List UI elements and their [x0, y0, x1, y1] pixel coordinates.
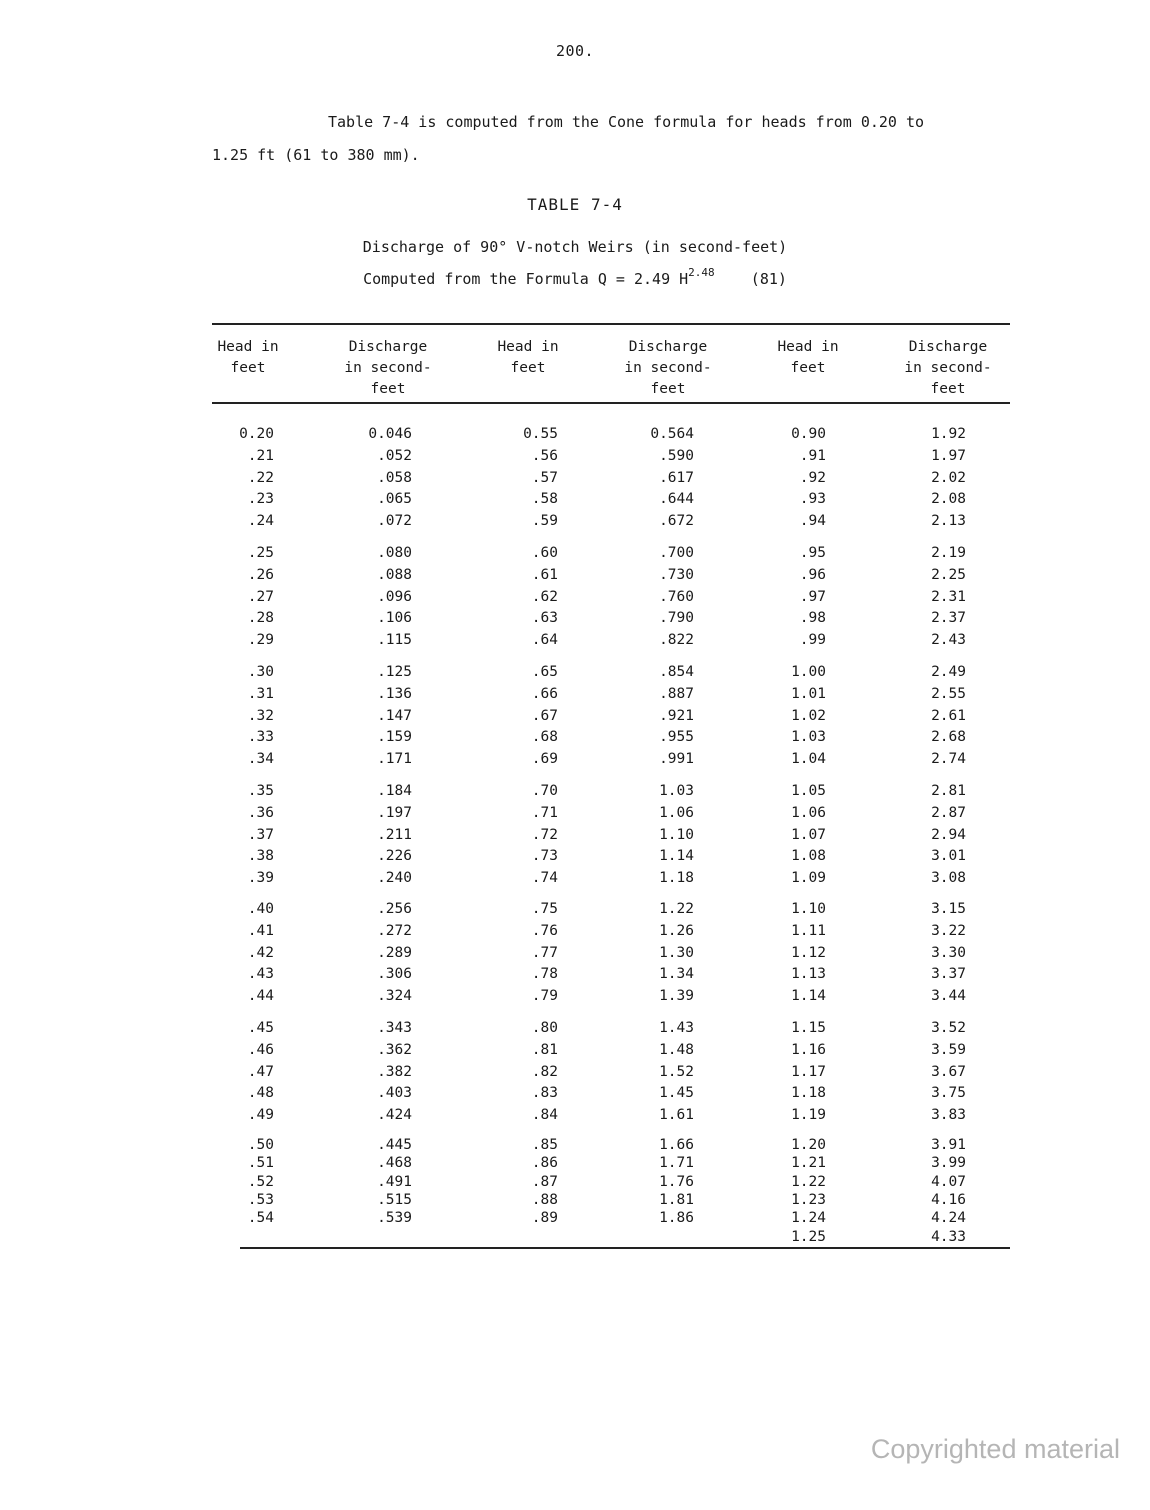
formula-exponent: 2.48 — [688, 266, 715, 279]
table-cell: .56 — [531, 447, 558, 464]
formula-text: Computed from the Formula Q = 2.49 H — [363, 270, 689, 288]
table-cell: .065 — [377, 491, 412, 508]
table-cell: .63 — [531, 610, 558, 627]
table-cell: .96 — [799, 566, 826, 583]
table-cell: 2.87 — [931, 804, 966, 821]
table-cell: 1.18 — [791, 1085, 826, 1102]
table-cell: 3.30 — [931, 944, 966, 961]
table-cell: .147 — [377, 707, 412, 724]
table-cell: 1.34 — [659, 966, 694, 983]
table-cell: .37 — [247, 826, 274, 843]
table-cell: .41 — [247, 922, 274, 939]
table-cell: 1.92 — [931, 426, 966, 442]
table-cell: .125 — [377, 664, 412, 680]
column-header-line: Discharge — [628, 339, 708, 355]
table-cell: .36 — [247, 804, 274, 821]
table-cell: 1.06 — [659, 804, 694, 821]
table-cell: .77 — [531, 944, 558, 961]
table-cell: .424 — [377, 1107, 412, 1124]
table-cell: .62 — [531, 588, 558, 605]
table-cell: .22 — [247, 469, 274, 486]
table-cell: 3.83 — [931, 1107, 966, 1124]
table-cell: 1.76 — [659, 1173, 694, 1190]
table-cell: .26 — [247, 566, 274, 583]
table-cell: .71 — [531, 804, 558, 821]
column-header — [888, 337, 1008, 400]
table-cell: .35 — [247, 783, 274, 799]
table-cell: 0.046 — [368, 426, 412, 442]
table-cell: .82 — [531, 1063, 558, 1080]
table-cell: .39 — [247, 870, 274, 887]
table-cell: .23 — [247, 491, 274, 508]
column-header-line: feet — [510, 360, 546, 376]
table-cell: .27 — [247, 588, 274, 605]
table-cell: .31 — [247, 685, 274, 702]
table-cell: 1.24 — [791, 1210, 826, 1227]
table-cell: 1.61 — [659, 1107, 694, 1124]
table-cell: 1.20 — [791, 1137, 826, 1153]
table-cell: 1.14 — [659, 848, 694, 865]
table-cell: .058 — [377, 469, 412, 486]
column-header-line: in second- — [344, 360, 432, 376]
table-cell: .76 — [531, 922, 558, 939]
table-cell: 1.21 — [791, 1155, 826, 1172]
table-cell: 1.22 — [791, 1173, 826, 1190]
table-cell: .52 — [247, 1173, 274, 1190]
table-cell: 1.71 — [659, 1155, 694, 1172]
table-cell: .47 — [247, 1063, 274, 1080]
table-cell: .730 — [659, 566, 694, 583]
table-cell: .81 — [531, 1041, 558, 1058]
table-cell: 1.00 — [791, 664, 826, 680]
table-cell: .080 — [377, 545, 412, 561]
table-cell: .24 — [247, 513, 274, 530]
table-cell: 1.08 — [791, 848, 826, 865]
column-header — [328, 337, 448, 400]
table-cell: .99 — [799, 632, 826, 649]
table-cell: 3.91 — [931, 1137, 966, 1153]
table-cell: .93 — [799, 491, 826, 508]
table-cell: .921 — [659, 707, 694, 724]
table-cell: 2.13 — [931, 513, 966, 530]
table-cell: .343 — [377, 1020, 412, 1036]
column-header-line: Discharge — [908, 339, 988, 355]
table-cell: .61 — [531, 566, 558, 583]
column-header — [608, 337, 728, 400]
table-cell: .83 — [531, 1085, 558, 1102]
table-cell: 3.99 — [931, 1155, 966, 1172]
table-cell: 3.75 — [931, 1085, 966, 1102]
table-top-rule — [212, 323, 1010, 325]
table-cell: 1.09 — [791, 870, 826, 887]
table-cell: 4.33 — [931, 1228, 966, 1245]
column-header-line: in second- — [904, 360, 992, 376]
table-cell: .92 — [799, 469, 826, 486]
table-cell: .53 — [247, 1191, 274, 1208]
table-cell: .45 — [247, 1020, 274, 1036]
table-cell: .955 — [659, 729, 694, 746]
table-cell: 1.86 — [659, 1210, 694, 1227]
table-cell: .43 — [247, 966, 274, 983]
table-cell: .088 — [377, 566, 412, 583]
table-cell: 1.30 — [659, 944, 694, 961]
table-cell: 2.49 — [931, 664, 966, 680]
table-cell: .67 — [531, 707, 558, 724]
table-cell: 2.31 — [931, 588, 966, 605]
table-cell: 1.04 — [791, 751, 826, 768]
table-cell: 1.03 — [659, 783, 694, 799]
column-header-line: feet — [650, 381, 686, 397]
table-cell: .85 — [531, 1137, 558, 1153]
table-cell: 2.68 — [931, 729, 966, 746]
table-cell: 1.13 — [791, 966, 826, 983]
page-number: 200. — [555, 42, 595, 60]
column-header — [748, 337, 868, 379]
table-cell: .159 — [377, 729, 412, 746]
column-header-line: in second- — [624, 360, 712, 376]
column-header-line: Head in — [217, 339, 279, 355]
table-cell: .88 — [531, 1191, 558, 1208]
column-header-line: Head in — [497, 339, 559, 355]
table-cell: 3.08 — [931, 870, 966, 887]
table-cell: 1.26 — [659, 922, 694, 939]
table-cell: 1.52 — [659, 1063, 694, 1080]
table-cell: .515 — [377, 1191, 412, 1208]
table-cell: .136 — [377, 685, 412, 702]
table-cell: .97 — [799, 588, 826, 605]
table-cell: .75 — [531, 901, 558, 917]
table-cell: 1.07 — [791, 826, 826, 843]
formula-number: (81) — [750, 270, 787, 288]
table-cell: .211 — [377, 826, 412, 843]
table-header-rule — [212, 402, 1010, 404]
table-cell: .89 — [531, 1210, 558, 1227]
table-cell: 3.52 — [931, 1020, 966, 1036]
table-cell: 1.19 — [791, 1107, 826, 1124]
table-cell: 1.14 — [791, 988, 826, 1005]
table-bottom-rule — [240, 1247, 1010, 1249]
table-cell: .49 — [247, 1107, 274, 1124]
table-cell: 1.97 — [931, 447, 966, 464]
column-header-line: feet — [790, 360, 826, 376]
table-cell: 1.03 — [791, 729, 826, 746]
table-cell: 2.61 — [931, 707, 966, 724]
table-cell: .28 — [247, 610, 274, 627]
table-cell: 1.43 — [659, 1020, 694, 1036]
table-cell: .86 — [531, 1155, 558, 1172]
table-cell: 2.02 — [931, 469, 966, 486]
table-cell: .052 — [377, 447, 412, 464]
table-cell: .33 — [247, 729, 274, 746]
table-cell: .197 — [377, 804, 412, 821]
table-cell: .32 — [247, 707, 274, 724]
table-cell: .854 — [659, 664, 694, 680]
table-cell: .38 — [247, 848, 274, 865]
table-cell: .790 — [659, 610, 694, 627]
table-cell: 1.45 — [659, 1085, 694, 1102]
table-cell: 1.10 — [791, 901, 826, 917]
table-cell: .672 — [659, 513, 694, 530]
table-cell: 0.90 — [791, 426, 826, 442]
table-cell: .68 — [531, 729, 558, 746]
table-cell: 2.08 — [931, 491, 966, 508]
table-cell: 3.22 — [931, 922, 966, 939]
table-cell: .57 — [531, 469, 558, 486]
table-cell: .72 — [531, 826, 558, 843]
table-cell: .096 — [377, 588, 412, 605]
table-cell: .115 — [377, 632, 412, 649]
table-subtitle-2 — [0, 266, 1150, 288]
table-cell: 1.10 — [659, 826, 694, 843]
column-header-line: feet — [370, 381, 406, 397]
table-cell: 3.59 — [931, 1041, 966, 1058]
table-cell: 1.02 — [791, 707, 826, 724]
table-cell: .445 — [377, 1137, 412, 1153]
table-cell: .240 — [377, 870, 412, 887]
table-cell: .171 — [377, 751, 412, 768]
table-cell: .74 — [531, 870, 558, 887]
table-cell: .98 — [799, 610, 826, 627]
table-cell: .21 — [247, 447, 274, 464]
table-cell: .79 — [531, 988, 558, 1005]
table-cell: 4.24 — [931, 1210, 966, 1227]
table-cell: 3.67 — [931, 1063, 966, 1080]
table-cell: .25 — [247, 545, 274, 561]
table-title: TABLE 7-4 — [527, 195, 623, 214]
table-cell: .617 — [659, 469, 694, 486]
table-cell: .324 — [377, 988, 412, 1005]
table-cell: 1.25 — [791, 1228, 826, 1245]
table-cell: 3.01 — [931, 848, 966, 865]
table-cell: 2.74 — [931, 751, 966, 768]
table-cell: .48 — [247, 1085, 274, 1102]
intro-line-2: 1.25 ft (61 to 380 mm). — [212, 146, 420, 164]
table-cell: .991 — [659, 751, 694, 768]
table-cell: .30 — [247, 664, 274, 680]
table-cell: .468 — [377, 1155, 412, 1172]
intro-paragraph — [212, 106, 1002, 172]
table-cell: .760 — [659, 588, 694, 605]
table-cell: 2.55 — [931, 685, 966, 702]
table-cell: .69 — [531, 751, 558, 768]
table-cell: 2.25 — [931, 566, 966, 583]
table-cell: .822 — [659, 632, 694, 649]
table-cell: .91 — [799, 447, 826, 464]
column-header-line: feet — [930, 381, 966, 397]
table-cell: 0.20 — [239, 426, 274, 442]
table-cell: 1.05 — [791, 783, 826, 799]
table-cell: 0.564 — [650, 426, 694, 442]
table-cell: 2.94 — [931, 826, 966, 843]
table-cell: 1.81 — [659, 1191, 694, 1208]
table-cell: .59 — [531, 513, 558, 530]
table-cell: .78 — [531, 966, 558, 983]
table-cell: 3.37 — [931, 966, 966, 983]
table-cell: .70 — [531, 783, 558, 799]
table-cell: .256 — [377, 901, 412, 917]
table-cell: .306 — [377, 966, 412, 983]
table-cell: .539 — [377, 1210, 412, 1227]
table-cell: .94 — [799, 513, 826, 530]
table-cell: .289 — [377, 944, 412, 961]
table-cell: 3.44 — [931, 988, 966, 1005]
table-cell: .362 — [377, 1041, 412, 1058]
table-cell: .73 — [531, 848, 558, 865]
table-cell: .106 — [377, 610, 412, 627]
table-cell: 4.07 — [931, 1173, 966, 1190]
table-cell: 1.23 — [791, 1191, 826, 1208]
table-cell: 2.43 — [931, 632, 966, 649]
table-cell: .66 — [531, 685, 558, 702]
table-cell: .87 — [531, 1173, 558, 1190]
table-cell: .65 — [531, 664, 558, 680]
table-cell: .58 — [531, 491, 558, 508]
table-cell: 1.11 — [791, 922, 826, 939]
table-cell: 2.81 — [931, 783, 966, 799]
table-cell: .700 — [659, 545, 694, 561]
table-cell: .44 — [247, 988, 274, 1005]
table-cell: 4.16 — [931, 1191, 966, 1208]
column-header-line: feet — [230, 360, 266, 376]
table-cell: .46 — [247, 1041, 274, 1058]
table-cell: .272 — [377, 922, 412, 939]
table-cell: .887 — [659, 685, 694, 702]
table-cell: .42 — [247, 944, 274, 961]
column-header — [468, 337, 588, 379]
table-cell: .50 — [247, 1137, 274, 1153]
column-header-line: Discharge — [348, 339, 428, 355]
table-cell: .590 — [659, 447, 694, 464]
table-cell: .491 — [377, 1173, 412, 1190]
table-cell: 1.48 — [659, 1041, 694, 1058]
table-cell: .64 — [531, 632, 558, 649]
table-subtitle-1: Discharge of 90° V-notch Weirs (in second-feet) — [362, 238, 788, 256]
table-cell: 1.66 — [659, 1137, 694, 1153]
table-cell: .51 — [247, 1155, 274, 1172]
table-cell: .184 — [377, 783, 412, 799]
column-header — [188, 337, 308, 379]
table-cell: .34 — [247, 751, 274, 768]
table-cell: 1.17 — [791, 1063, 826, 1080]
table-cell: .40 — [247, 901, 274, 917]
table-cell: .403 — [377, 1085, 412, 1102]
table-cell: .072 — [377, 513, 412, 530]
column-header-line: Head in — [777, 339, 839, 355]
table-cell: .95 — [799, 545, 826, 561]
table-cell: .60 — [531, 545, 558, 561]
table-cell: .54 — [247, 1210, 274, 1227]
table-cell: 1.01 — [791, 685, 826, 702]
table-cell: .84 — [531, 1107, 558, 1124]
table-cell: 1.18 — [659, 870, 694, 887]
table-cell: 1.16 — [791, 1041, 826, 1058]
table-cell: .29 — [247, 632, 274, 649]
table-cell: 1.22 — [659, 901, 694, 917]
table-cell: 3.15 — [931, 901, 966, 917]
table-cell: 1.06 — [791, 804, 826, 821]
table-cell: 1.39 — [659, 988, 694, 1005]
table-cell: .644 — [659, 491, 694, 508]
table-cell: 1.12 — [791, 944, 826, 961]
table-cell: 1.15 — [791, 1020, 826, 1036]
table-cell: 2.37 — [931, 610, 966, 627]
copyright-watermark: Copyrighted material — [870, 1434, 1120, 1464]
table-cell: .80 — [531, 1020, 558, 1036]
table-cell: .226 — [377, 848, 412, 865]
table-cell: 2.19 — [931, 545, 966, 561]
table-cell: 0.55 — [523, 426, 558, 442]
intro-line-1: Table 7-4 is computed from the Cone formula for heads from 0.20 to — [328, 113, 925, 131]
table-cell: .382 — [377, 1063, 412, 1080]
